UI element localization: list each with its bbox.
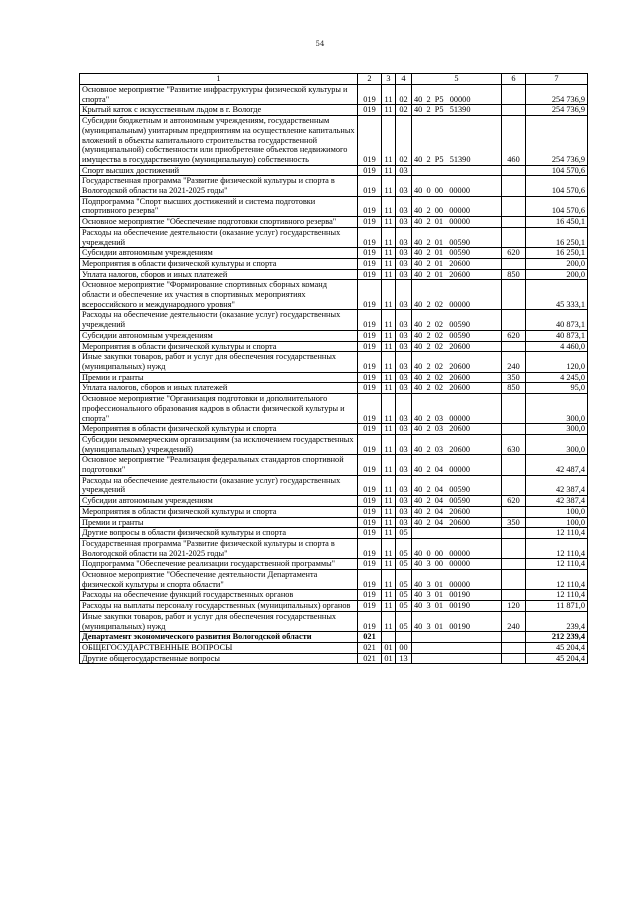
ministry-code-cell: 019 bbox=[358, 517, 382, 528]
target-article-code-cell: 40 2 03 20600 bbox=[412, 434, 502, 454]
target-article-code-cell: 40 2 00 00000 bbox=[412, 196, 502, 216]
expense-type-code-cell bbox=[502, 424, 526, 435]
item-name-cell: Субсидии автономным учреждениям bbox=[80, 496, 358, 507]
item-name-cell: Другие общегосударственные вопросы bbox=[80, 653, 358, 664]
target-article-code-cell bbox=[412, 642, 502, 653]
section-code-cell: 11 bbox=[382, 165, 396, 176]
section-code-cell bbox=[382, 632, 396, 643]
section-code-cell: 11 bbox=[382, 341, 396, 352]
item-name-cell: Расходы на обеспечение деятельности (оказание услуг) государственных учреждений bbox=[80, 227, 358, 247]
table-row bbox=[80, 611, 588, 631]
ministry-code-cell: 019 bbox=[358, 217, 382, 228]
amount-cell: 40 873,1 bbox=[526, 330, 588, 341]
table-row bbox=[80, 424, 588, 435]
expense-type-code-cell bbox=[502, 475, 526, 495]
amount-cell: 12 110,4 bbox=[526, 590, 588, 601]
target-article-code-cell: 40 0 00 00000 bbox=[412, 538, 502, 558]
target-article-code-cell: 40 2 04 00590 bbox=[412, 475, 502, 495]
amount-cell: 300,0 bbox=[526, 394, 588, 424]
section-code-cell: 11 bbox=[382, 258, 396, 269]
subsection-code-cell: 02 bbox=[396, 85, 412, 105]
section-code-cell: 11 bbox=[382, 601, 396, 612]
expense-type-code-cell bbox=[502, 538, 526, 558]
subsection-code-cell: 03 bbox=[396, 455, 412, 475]
ministry-code-cell: 019 bbox=[358, 196, 382, 216]
ministry-code-cell: 019 bbox=[358, 105, 382, 116]
target-article-code-cell: 40 2 Р5 51390 bbox=[412, 116, 502, 166]
subsection-code-cell: 05 bbox=[396, 559, 412, 570]
amount-cell: 12 110,4 bbox=[526, 570, 588, 590]
ministry-code-cell: 019 bbox=[358, 394, 382, 424]
item-name-cell: Основное мероприятие "Обеспечение подготовки спортивного резерва" bbox=[80, 217, 358, 228]
expense-type-code-cell bbox=[502, 165, 526, 176]
ministry-code-cell: 019 bbox=[358, 475, 382, 495]
section-code-cell: 11 bbox=[382, 570, 396, 590]
expense-type-code-cell bbox=[502, 455, 526, 475]
amount-cell: 300,0 bbox=[526, 434, 588, 454]
item-name-cell: Премии и гранты bbox=[80, 517, 358, 528]
expense-type-code-cell: 350 bbox=[502, 372, 526, 383]
subsection-code-cell: 03 bbox=[396, 269, 412, 280]
section-code-cell: 11 bbox=[382, 352, 396, 372]
item-name-cell: Субсидии автономным учреждениям bbox=[80, 330, 358, 341]
header-cell: 4 bbox=[396, 74, 412, 85]
item-name-cell: ОБЩЕГОСУДАРСТВЕННЫЕ ВОПРОСЫ bbox=[80, 642, 358, 653]
item-name-cell: Основное мероприятие "Обеспечение деятельности Департамента физической культуры и спорта области" bbox=[80, 570, 358, 590]
target-article-code-cell: 40 2 04 00590 bbox=[412, 496, 502, 507]
subsection-code-cell: 02 bbox=[396, 116, 412, 166]
expense-type-code-cell: 350 bbox=[502, 517, 526, 528]
expense-type-code-cell bbox=[502, 176, 526, 196]
section-code-cell: 11 bbox=[382, 116, 396, 166]
table-row bbox=[80, 559, 588, 570]
table-row bbox=[80, 248, 588, 259]
subsection-code-cell: 03 bbox=[396, 372, 412, 383]
item-name-cell: Подпрограмма "Спорт высших достижений и система подготовки спортивного резерва" bbox=[80, 196, 358, 216]
expense-type-code-cell bbox=[502, 528, 526, 539]
section-code-cell: 11 bbox=[382, 227, 396, 247]
header-cell: 1 bbox=[80, 74, 358, 85]
item-name-cell: Государственная программа "Развитие физической культуры и спорта в Вологодской области на 2021-2025 годы" bbox=[80, 176, 358, 196]
target-article-code-cell: 40 3 01 00190 bbox=[412, 611, 502, 631]
table-row bbox=[80, 341, 588, 352]
section-code-cell: 11 bbox=[382, 424, 396, 435]
ministry-code-cell: 019 bbox=[358, 341, 382, 352]
expense-type-code-cell bbox=[502, 196, 526, 216]
section-code-cell: 11 bbox=[382, 559, 396, 570]
expense-type-code-cell bbox=[502, 258, 526, 269]
ministry-code-cell: 019 bbox=[358, 601, 382, 612]
item-name-cell: Основное мероприятие "Реализация федеральных стандартов спортивной подготовки" bbox=[80, 455, 358, 475]
header-cell: 2 bbox=[358, 74, 382, 85]
item-name-cell: Субсидии бюджетным и автономным учреждениям, государственным (муниципальным) унитарным предприятиям на осуществление капитальных вложений в объекты капитального строительства государственной (муниципальной) собственности или приобретение объектов недвижимого имущества в государственную (муниципальную) собственность bbox=[80, 116, 358, 166]
expense-type-code-cell bbox=[502, 85, 526, 105]
section-code-cell: 11 bbox=[382, 280, 396, 310]
item-name-cell: Мероприятия в области физической культуры и спорта bbox=[80, 506, 358, 517]
table-row bbox=[80, 642, 588, 653]
expense-type-code-cell bbox=[502, 559, 526, 570]
item-name-cell: Спорт высших достижений bbox=[80, 165, 358, 176]
amount-cell: 104 570,6 bbox=[526, 176, 588, 196]
table-row bbox=[80, 227, 588, 247]
ministry-code-cell: 019 bbox=[358, 352, 382, 372]
ministry-code-cell: 019 bbox=[358, 372, 382, 383]
expense-type-code-cell bbox=[502, 217, 526, 228]
section-code-cell: 11 bbox=[382, 528, 396, 539]
subsection-code-cell: 03 bbox=[396, 165, 412, 176]
target-article-code-cell bbox=[412, 165, 502, 176]
subsection-code-cell: 03 bbox=[396, 330, 412, 341]
subsection-code-cell: 03 bbox=[396, 383, 412, 394]
amount-cell: 95,0 bbox=[526, 383, 588, 394]
amount-cell: 42 387,4 bbox=[526, 475, 588, 495]
amount-cell: 254 736,9 bbox=[526, 85, 588, 105]
item-name-cell: Крытый каток с искусственным льдом в г. Вологде bbox=[80, 105, 358, 116]
section-code-cell: 11 bbox=[382, 434, 396, 454]
header-cell: 3 bbox=[382, 74, 396, 85]
subsection-code-cell: 03 bbox=[396, 248, 412, 259]
expense-type-code-cell: 620 bbox=[502, 496, 526, 507]
subsection-code-cell: 03 bbox=[396, 280, 412, 310]
target-article-code-cell: 40 2 02 00590 bbox=[412, 330, 502, 341]
target-article-code-cell: 40 2 01 20600 bbox=[412, 269, 502, 280]
item-name-cell: Иные закупки товаров, работ и услуг для обеспечения государственных (муниципальных) нужд bbox=[80, 352, 358, 372]
item-name-cell: Государственная программа "Развитие физической культуры и спорта в Вологодской области на 2021-2025 годы" bbox=[80, 538, 358, 558]
subsection-code-cell: 03 bbox=[396, 352, 412, 372]
item-name-cell: Иные закупки товаров, работ и услуг для обеспечения государственных (муниципальных) нужд bbox=[80, 611, 358, 631]
subsection-code-cell: 03 bbox=[396, 506, 412, 517]
subsection-code-cell: 03 bbox=[396, 176, 412, 196]
amount-cell: 12 110,4 bbox=[526, 538, 588, 558]
item-name-cell: Подпрограмма "Обеспечение реализации государственной программы" bbox=[80, 559, 358, 570]
item-name-cell: Расходы на обеспечение деятельности (оказание услуг) государственных учреждений bbox=[80, 475, 358, 495]
expense-type-code-cell bbox=[502, 105, 526, 116]
amount-cell: 45 204,4 bbox=[526, 653, 588, 664]
section-code-cell: 11 bbox=[382, 383, 396, 394]
target-article-code-cell: 40 3 01 00190 bbox=[412, 590, 502, 601]
table-row bbox=[80, 165, 588, 176]
table-row bbox=[80, 632, 588, 643]
section-code-cell: 11 bbox=[382, 269, 396, 280]
table-row bbox=[80, 590, 588, 601]
amount-cell: 254 736,9 bbox=[526, 105, 588, 116]
subsection-code-cell bbox=[396, 632, 412, 643]
budget-table bbox=[79, 73, 588, 664]
ministry-code-cell: 019 bbox=[358, 590, 382, 601]
amount-cell: 200,0 bbox=[526, 258, 588, 269]
ministry-code-cell: 019 bbox=[358, 310, 382, 330]
expense-type-code-cell bbox=[502, 570, 526, 590]
section-code-cell: 01 bbox=[382, 653, 396, 664]
table-row bbox=[80, 653, 588, 664]
subsection-code-cell: 00 bbox=[396, 642, 412, 653]
amount-cell: 16 250,1 bbox=[526, 227, 588, 247]
subsection-code-cell: 05 bbox=[396, 570, 412, 590]
ministry-code-cell: 019 bbox=[358, 570, 382, 590]
item-name-cell: Расходы на обеспечение деятельности (оказание услуг) государственных учреждений bbox=[80, 310, 358, 330]
subsection-code-cell: 05 bbox=[396, 590, 412, 601]
expense-type-code-cell bbox=[502, 653, 526, 664]
amount-cell: 120,0 bbox=[526, 352, 588, 372]
subsection-code-cell: 03 bbox=[396, 475, 412, 495]
amount-cell: 12 110,4 bbox=[526, 559, 588, 570]
subsection-code-cell: 05 bbox=[396, 611, 412, 631]
amount-cell: 4 460,0 bbox=[526, 341, 588, 352]
item-name-cell: Премии и гранты bbox=[80, 372, 358, 383]
subsection-code-cell: 03 bbox=[396, 424, 412, 435]
item-name-cell: Мероприятия в области физической культуры и спорта bbox=[80, 341, 358, 352]
ministry-code-cell: 019 bbox=[358, 538, 382, 558]
expense-type-code-cell bbox=[502, 632, 526, 643]
item-name-cell: Расходы на выплаты персоналу государственных (муниципальных) органов bbox=[80, 601, 358, 612]
table-row bbox=[80, 330, 588, 341]
subsection-code-cell: 03 bbox=[396, 341, 412, 352]
amount-cell: 16 450,1 bbox=[526, 217, 588, 228]
expense-type-code-cell bbox=[502, 310, 526, 330]
ministry-code-cell: 021 bbox=[358, 632, 382, 643]
expense-type-code-cell: 630 bbox=[502, 434, 526, 454]
amount-cell: 16 250,1 bbox=[526, 248, 588, 259]
amount-cell: 104 570,6 bbox=[526, 196, 588, 216]
table-row bbox=[80, 352, 588, 372]
ministry-code-cell: 019 bbox=[358, 455, 382, 475]
section-code-cell: 11 bbox=[382, 105, 396, 116]
target-article-code-cell: 40 2 04 20600 bbox=[412, 517, 502, 528]
table-row bbox=[80, 116, 588, 166]
amount-cell: 239,4 bbox=[526, 611, 588, 631]
table-row bbox=[80, 269, 588, 280]
item-name-cell: Уплата налогов, сборов и иных платежей bbox=[80, 269, 358, 280]
target-article-code-cell: 40 2 04 20600 bbox=[412, 506, 502, 517]
table-row bbox=[80, 496, 588, 507]
ministry-code-cell: 019 bbox=[358, 176, 382, 196]
table-row bbox=[80, 475, 588, 495]
subsection-code-cell: 13 bbox=[396, 653, 412, 664]
ministry-code-cell: 019 bbox=[358, 165, 382, 176]
expense-type-code-cell bbox=[502, 227, 526, 247]
item-name-cell: Основное мероприятие "Формирование спортивных сборных команд области и обеспечение их участия в спортивных мероприятиях всероссийского и международного уровня" bbox=[80, 280, 358, 310]
target-article-code-cell: 40 2 04 00000 bbox=[412, 455, 502, 475]
amount-cell: 254 736,9 bbox=[526, 116, 588, 166]
section-code-cell: 11 bbox=[382, 310, 396, 330]
ministry-code-cell: 019 bbox=[358, 258, 382, 269]
expense-type-code-cell: 240 bbox=[502, 352, 526, 372]
expense-type-code-cell: 850 bbox=[502, 383, 526, 394]
table-row bbox=[80, 538, 588, 558]
table-row bbox=[80, 196, 588, 216]
target-article-code-cell: 40 2 02 20600 bbox=[412, 372, 502, 383]
target-article-code-cell bbox=[412, 632, 502, 643]
table-row bbox=[80, 434, 588, 454]
expense-type-code-cell: 620 bbox=[502, 248, 526, 259]
subsection-code-cell: 03 bbox=[396, 310, 412, 330]
ministry-code-cell: 019 bbox=[358, 227, 382, 247]
target-article-code-cell: 40 2 01 00590 bbox=[412, 248, 502, 259]
ministry-code-cell: 019 bbox=[358, 611, 382, 631]
item-name-cell: Основное мероприятие "Организация подготовки и дополнительного профессионального образования кадров в области физической культуры и спорта" bbox=[80, 394, 358, 424]
table-row bbox=[80, 217, 588, 228]
item-name-cell: Субсидии автономным учреждениям bbox=[80, 248, 358, 259]
subsection-code-cell: 05 bbox=[396, 538, 412, 558]
section-code-cell: 11 bbox=[382, 330, 396, 341]
expense-type-code-cell bbox=[502, 642, 526, 653]
section-code-cell: 11 bbox=[382, 217, 396, 228]
page-number: 54 bbox=[315, 40, 325, 48]
amount-cell: 104 570,6 bbox=[526, 165, 588, 176]
section-code-cell: 01 bbox=[382, 642, 396, 653]
amount-cell: 200,0 bbox=[526, 269, 588, 280]
expense-type-code-cell: 620 bbox=[502, 330, 526, 341]
amount-cell: 42 487,4 bbox=[526, 455, 588, 475]
ministry-code-cell: 019 bbox=[358, 506, 382, 517]
subsection-code-cell: 03 bbox=[396, 217, 412, 228]
ministry-code-cell: 019 bbox=[358, 496, 382, 507]
target-article-code-cell: 40 2 Р5 51390 bbox=[412, 105, 502, 116]
target-article-code-cell: 40 2 02 20600 bbox=[412, 383, 502, 394]
subsection-code-cell: 05 bbox=[396, 601, 412, 612]
expense-type-code-cell bbox=[502, 590, 526, 601]
subsection-code-cell: 03 bbox=[396, 517, 412, 528]
ministry-code-cell: 019 bbox=[358, 424, 382, 435]
ministry-code-cell: 019 bbox=[358, 280, 382, 310]
target-article-code-cell: 40 2 02 00000 bbox=[412, 280, 502, 310]
table-header-row bbox=[80, 74, 588, 85]
table-row bbox=[80, 528, 588, 539]
target-article-code-cell: 40 2 02 20600 bbox=[412, 352, 502, 372]
target-article-code-cell bbox=[412, 528, 502, 539]
item-name-cell: Субсидии некоммерческим организациям (за исключением государственных (муниципальных) учреждений) bbox=[80, 434, 358, 454]
target-article-code-cell: 40 2 01 00590 bbox=[412, 227, 502, 247]
ministry-code-cell: 019 bbox=[358, 528, 382, 539]
ministry-code-cell: 019 bbox=[358, 116, 382, 166]
item-name-cell: Мероприятия в области физической культуры и спорта bbox=[80, 424, 358, 435]
expense-type-code-cell bbox=[502, 341, 526, 352]
ministry-code-cell: 021 bbox=[358, 642, 382, 653]
header-cell: 5 bbox=[412, 74, 502, 85]
ministry-code-cell: 021 bbox=[358, 653, 382, 664]
table-row bbox=[80, 280, 588, 310]
item-name-cell: Мероприятия в области физической культуры и спорта bbox=[80, 258, 358, 269]
ministry-code-cell: 019 bbox=[358, 330, 382, 341]
target-article-code-cell bbox=[412, 653, 502, 664]
expense-type-code-cell bbox=[502, 280, 526, 310]
table-row bbox=[80, 372, 588, 383]
amount-cell: 40 873,1 bbox=[526, 310, 588, 330]
subsection-code-cell: 03 bbox=[396, 196, 412, 216]
item-name-cell: Департамент экономического развития Вологодской области bbox=[80, 632, 358, 643]
expense-type-code-cell: 120 bbox=[502, 601, 526, 612]
section-code-cell: 11 bbox=[382, 611, 396, 631]
section-code-cell: 11 bbox=[382, 85, 396, 105]
amount-cell: 42 387,4 bbox=[526, 496, 588, 507]
table-row bbox=[80, 105, 588, 116]
table-row bbox=[80, 506, 588, 517]
item-name-cell: Другие вопросы в области физической культуры и спорта bbox=[80, 528, 358, 539]
amount-cell: 45 333,1 bbox=[526, 280, 588, 310]
expense-type-code-cell bbox=[502, 394, 526, 424]
ministry-code-cell: 019 bbox=[358, 248, 382, 259]
target-article-code-cell: 40 2 03 20600 bbox=[412, 424, 502, 435]
section-code-cell: 11 bbox=[382, 394, 396, 424]
section-code-cell: 11 bbox=[382, 372, 396, 383]
item-name-cell: Уплата налогов, сборов и иных платежей bbox=[80, 383, 358, 394]
table-row bbox=[80, 455, 588, 475]
subsection-code-cell: 03 bbox=[396, 258, 412, 269]
ministry-code-cell: 019 bbox=[358, 269, 382, 280]
section-code-cell: 11 bbox=[382, 176, 396, 196]
section-code-cell: 11 bbox=[382, 248, 396, 259]
header-cell: 6 bbox=[502, 74, 526, 85]
table-row bbox=[80, 394, 588, 424]
target-article-code-cell: 40 0 00 00000 bbox=[412, 176, 502, 196]
section-code-cell: 11 bbox=[382, 538, 396, 558]
table-row bbox=[80, 601, 588, 612]
target-article-code-cell: 40 3 01 00000 bbox=[412, 570, 502, 590]
amount-cell: 100,0 bbox=[526, 506, 588, 517]
item-name-cell: Расходы на обеспечение функций государственных органов bbox=[80, 590, 358, 601]
subsection-code-cell: 03 bbox=[396, 496, 412, 507]
target-article-code-cell: 40 3 01 00190 bbox=[412, 601, 502, 612]
expense-type-code-cell: 460 bbox=[502, 116, 526, 166]
amount-cell: 12 110,4 bbox=[526, 528, 588, 539]
subsection-code-cell: 05 bbox=[396, 528, 412, 539]
header-cell: 7 bbox=[526, 74, 588, 85]
expense-type-code-cell: 240 bbox=[502, 611, 526, 631]
amount-cell: 4 245,0 bbox=[526, 372, 588, 383]
target-article-code-cell: 40 2 Р5 00000 bbox=[412, 85, 502, 105]
ministry-code-cell: 019 bbox=[358, 383, 382, 394]
section-code-cell: 11 bbox=[382, 506, 396, 517]
ministry-code-cell: 019 bbox=[358, 85, 382, 105]
target-article-code-cell: 40 2 03 00000 bbox=[412, 394, 502, 424]
subsection-code-cell: 03 bbox=[396, 434, 412, 454]
table-row bbox=[80, 570, 588, 590]
amount-cell: 100,0 bbox=[526, 517, 588, 528]
section-code-cell: 11 bbox=[382, 517, 396, 528]
expense-type-code-cell bbox=[502, 506, 526, 517]
amount-cell: 300,0 bbox=[526, 424, 588, 435]
section-code-cell: 11 bbox=[382, 455, 396, 475]
ministry-code-cell: 019 bbox=[358, 559, 382, 570]
ministry-code-cell: 019 bbox=[358, 434, 382, 454]
table-row bbox=[80, 85, 588, 105]
table-row bbox=[80, 383, 588, 394]
table-row bbox=[80, 258, 588, 269]
subsection-code-cell: 03 bbox=[396, 394, 412, 424]
item-name-cell: Основное мероприятие "Развитие инфраструктуры физической культуры и спорта" bbox=[80, 85, 358, 105]
target-article-code-cell: 40 2 01 20600 bbox=[412, 258, 502, 269]
target-article-code-cell: 40 2 02 00590 bbox=[412, 310, 502, 330]
amount-cell: 212 239,4 bbox=[526, 632, 588, 643]
table-row bbox=[80, 517, 588, 528]
table-row bbox=[80, 176, 588, 196]
table-row bbox=[80, 310, 588, 330]
section-code-cell: 11 bbox=[382, 496, 396, 507]
target-article-code-cell: 40 2 02 20600 bbox=[412, 341, 502, 352]
subsection-code-cell: 03 bbox=[396, 227, 412, 247]
section-code-cell: 11 bbox=[382, 475, 396, 495]
amount-cell: 45 204,4 bbox=[526, 642, 588, 653]
target-article-code-cell: 40 2 01 00000 bbox=[412, 217, 502, 228]
amount-cell: 11 871,0 bbox=[526, 601, 588, 612]
target-article-code-cell: 40 3 00 00000 bbox=[412, 559, 502, 570]
expense-type-code-cell: 850 bbox=[502, 269, 526, 280]
subsection-code-cell: 02 bbox=[396, 105, 412, 116]
section-code-cell: 11 bbox=[382, 196, 396, 216]
section-code-cell: 11 bbox=[382, 590, 396, 601]
